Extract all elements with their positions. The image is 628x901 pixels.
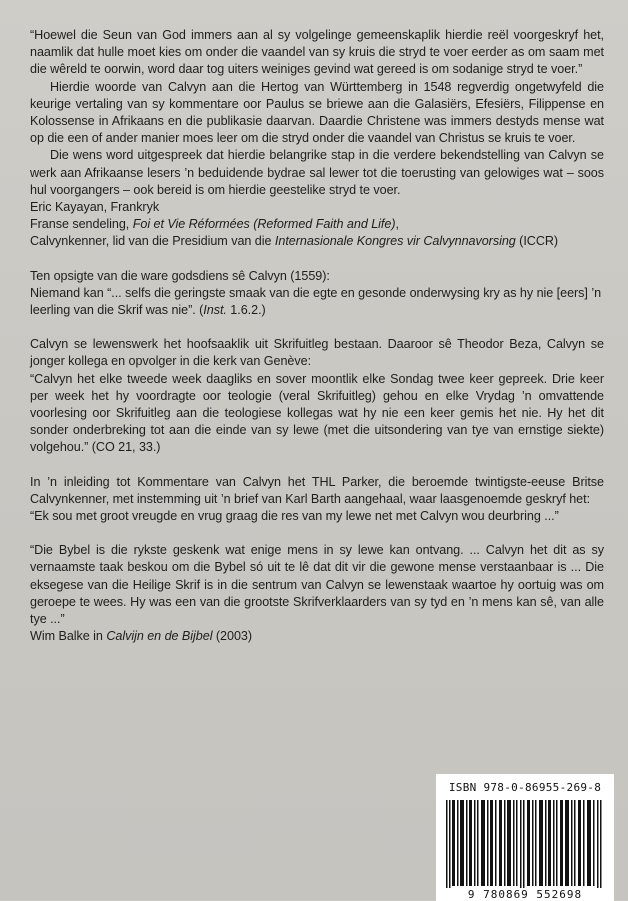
endorsement-section — [30, 27, 604, 646]
context-paragraph: Hierdie woorde van Calvyn aan die Hertog van Württemberg in 1548 regverdig ongetwyfeld die keurige vertaling van sy kommentare oor Paulus se briewe aan die Galasiërs, Efesiërs, Filippense en Kolossense in Afrikaans en die publikasie daarvan. Daardie Christene was immers destyds mense wat op die een of ander manier moes leer om die stryd onder die vaandel van Christus se kruis te voer. — [30, 79, 604, 146]
balke-attribution: Wim Balke in Calvijn en de Bijbel (2003) — [30, 629, 252, 644]
signature-name: Eric Kayayan, Frankryk — [30, 200, 160, 215]
opening-quote: “Hoewel die Seun van God immers aan al sy volgelinge gemeenskaplik hierdie reël voorgeskryf het, naamlik dat hulle moet kies om onder die vaandel van sy kruis die stryd te voer eerder as om saam met die wêreld te oorwin, word daar tog uiters weiniges gevind wat gereed is om sodanige stryd te voer.” — [30, 28, 604, 77]
parker-intro: In ’n inleiding tot Kommentare van Calvyn het THL Parker, die beroemde twintigste-eeuse Britse Calvynkenner, met instemming uit ’n brief van Karl Barth aangehaal, waar laasgenoemde geskryf het: — [30, 474, 604, 506]
wish-paragraph: Die wens word uitgespreek dat hierdie belangrike stap in die verdere bekendstelling van Calvyn se werk aan Afrikaanse lesers ’n beduidende bydrae sal lewer tot die toerusting van gelowiges wat – soos hul voorgangers – ook bereid is om hierdie geestelike stryd te voer. — [30, 148, 604, 197]
isbn-label: ISBN 978-0-86955-269-8 — [448, 781, 602, 794]
religion-quote: Niemand kan “... selfs die geringste smaak van die egte en gesonde onderwysing kry as hy nie [eers] ’n leerling van die Skrif was nie”. (Inst. 1.6.2.) — [30, 285, 602, 318]
beza-intro: Calvyn se lewenswerk het hoofsaaklik uit Skrifuitleg bestaan. Daaroor sê Theodor Beza, Calvyn se jonger kollega en opvolger in die kerk van Genève: — [30, 337, 604, 369]
barth-quote: “Ek sou met groot vreugde en vrug graag die res van my lewe net met Calvyn wou deurbring ...” — [30, 509, 559, 524]
signature-affiliation: Calvynkenner, lid van die Presidium van die Internasionale Kongres vir Calvynnavorsing (ICCR) — [30, 234, 559, 249]
signature-role: Franse sendeling, Foi et Vie Réformées (Reformed Faith and Life), — [30, 217, 399, 232]
barcode-bars — [442, 800, 608, 896]
balke-quote: “Die Bybel is die rykste geskenk wat enige mens in sy lewe kan ontvang. ... Calvyn het dit as sy vernaamste taak beskou om die Bybel só uit te lê dat dit vir die gewone mense verstaanbaar is ... Die eksegese van die Heilige Skrif is in die sentrum van Calvyn se lewenstaak waartoe hy oortuig was om geroepe te wees. Hy was een van die grootste Skrifverklaarders van sy tyd en ’n mens kan sê, van alle tye ...” — [30, 543, 604, 627]
isbn-barcode — [436, 774, 614, 900]
religion-intro: Ten opsigte van die ware godsdiens sê Calvyn (1559): — [30, 268, 330, 283]
beza-quote: “Calvyn het elke tweede week daagliks en sover moontlik elke Sondag twee keer gepreek. Drie keer per week het hy voordragte oor teologie (veral Skrifuitleg) gehou en elke Vrydag ’n omvattende voorlesing oor Skrifuitleg aan die teologiese kollegas wat hy nie een keer gemis het nie. Hy het dit sonder onderbreking tot aan die einde van sy lewe (met die uitsondering van tye van ernstige siekte) volgehou.” (CO 21, 33.) — [30, 371, 604, 455]
barcode-digits: 9 780869 552698 — [436, 888, 614, 901]
